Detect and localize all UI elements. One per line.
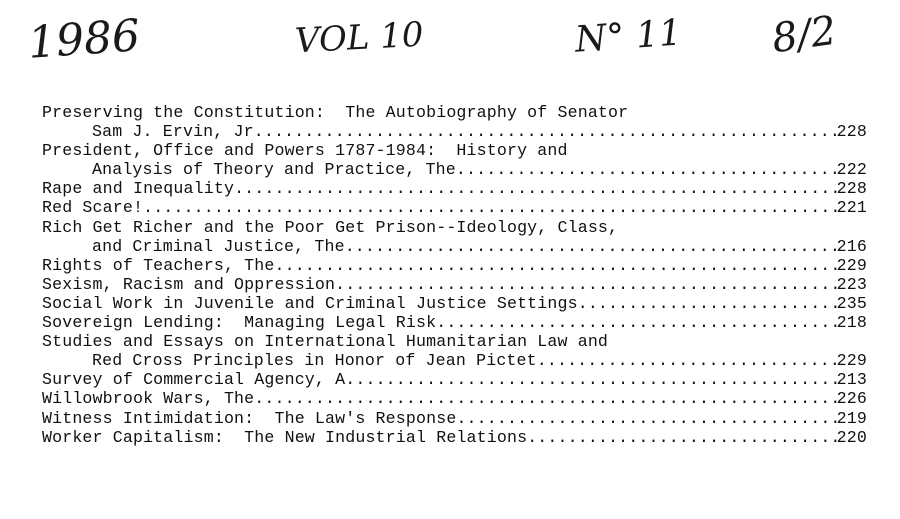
index-entry xyxy=(42,256,867,275)
index-entry-title: Worker Capitalism: The New Industrial Relations xyxy=(42,427,528,447)
index-entry xyxy=(42,218,867,256)
index-entry-title-line xyxy=(42,409,867,428)
index-entry-page-number: 222 xyxy=(836,160,867,180)
index-entry-title: Witness Intimidation: The Law's Response xyxy=(42,408,457,428)
book-index-list xyxy=(42,103,867,447)
index-entry-title-line xyxy=(42,332,867,351)
index-entry-title: Survey of Commercial Agency, A xyxy=(42,370,346,390)
dot-leader xyxy=(274,256,836,275)
index-entry-title: Rape and Inequality xyxy=(42,179,235,199)
index-entry-title: Sovereign Lending: Managing Legal Risk xyxy=(42,313,437,333)
index-entry-title-line xyxy=(42,294,867,313)
index-entry-title: Rich Get Richer and the Poor Get Prison--Ideology, Class, xyxy=(42,217,619,237)
index-entry-title: Social Work in Juvenile and Criminal Justice Settings xyxy=(42,293,578,313)
index-entry-page-number: 221 xyxy=(836,198,867,218)
handwritten-date: 8/2 xyxy=(769,7,840,63)
index-entry-page-number: 218 xyxy=(836,313,867,333)
dot-leader xyxy=(578,294,837,313)
index-entry-page-number: 216 xyxy=(836,236,867,256)
index-entry xyxy=(42,198,867,217)
index-entry xyxy=(42,141,867,179)
index-entry-title-line xyxy=(42,389,867,408)
handwritten-number: N° 11 xyxy=(573,12,684,61)
index-entry-title: President, Office and Powers 1787-1984: History and xyxy=(42,141,568,161)
index-entry-page-number: 226 xyxy=(836,389,867,409)
handwritten-annotation xyxy=(0,0,900,80)
index-entry-page-number: 219 xyxy=(836,408,867,428)
index-entry-page-number: 235 xyxy=(836,293,867,313)
index-entry xyxy=(42,275,867,294)
index-entry-title-line xyxy=(42,370,867,389)
index-entry-title: Analysis of Theory and Practice, The xyxy=(92,160,456,180)
index-entry-page-number: 213 xyxy=(836,370,867,390)
index-entry-continuation-line xyxy=(42,160,867,179)
index-entry-title: Sam J. Ervin, Jr xyxy=(92,122,254,142)
dot-leader xyxy=(143,198,837,217)
index-entry-continuation-line xyxy=(42,351,867,370)
index-entry xyxy=(42,179,867,198)
dot-leader xyxy=(234,179,837,198)
index-entry-title-line xyxy=(42,256,867,275)
index-entry xyxy=(42,409,867,428)
index-entry-continuation-line xyxy=(42,122,867,141)
index-entry-page-number: 229 xyxy=(836,351,867,371)
index-entry-continuation-line xyxy=(42,237,867,256)
dot-leader xyxy=(456,160,837,179)
index-entry-title: Studies and Essays on International Humanitarian Law and xyxy=(42,332,609,352)
dot-leader xyxy=(254,122,837,141)
index-entry-page-number: 228 xyxy=(836,179,867,199)
index-entry-title-line xyxy=(42,313,867,332)
index-entry-title: Willowbrook Wars, The xyxy=(42,389,255,409)
index-entry xyxy=(42,389,867,408)
index-entry xyxy=(42,428,867,447)
index-entry-title-line xyxy=(42,198,867,217)
index-entry-title: and Criminal Justice, The xyxy=(92,236,345,256)
index-entry-page-number: 220 xyxy=(836,427,867,447)
dot-leader xyxy=(345,237,837,256)
index-entry-title: Sexism, Racism and Oppression xyxy=(42,274,336,294)
index-entry xyxy=(42,294,867,313)
index-entry xyxy=(42,313,867,332)
index-entry-title-line xyxy=(42,103,867,122)
index-entry-title: Red Cross Principles in Honor of Jean Pictet xyxy=(92,351,537,371)
dot-leader xyxy=(527,428,836,447)
index-entry-title-line xyxy=(42,275,867,294)
dot-leader xyxy=(335,275,837,294)
index-entry-title: Red Scare! xyxy=(42,198,144,218)
dot-leader xyxy=(436,313,836,332)
handwritten-volume: VOL 10 xyxy=(294,14,425,62)
dot-leader xyxy=(254,389,836,408)
index-entry-title: Preserving the Constitution: The Autobiography of Senator xyxy=(42,103,629,122)
index-entry xyxy=(42,103,867,141)
index-entry-page-number: 228 xyxy=(836,122,867,142)
index-entry-title-line xyxy=(42,179,867,198)
handwritten-year: 1986 xyxy=(26,10,142,69)
index-entry-title: Rights of Teachers, The xyxy=(42,255,275,275)
index-entry-title-line xyxy=(42,218,867,237)
index-entry-page-number: 223 xyxy=(836,274,867,294)
dot-leader xyxy=(537,351,837,370)
index-entry xyxy=(42,332,867,370)
dot-leader xyxy=(345,370,836,389)
index-entry-page-number: 229 xyxy=(836,255,867,275)
index-entry-title-line xyxy=(42,141,867,160)
dot-leader xyxy=(456,409,836,428)
index-entry xyxy=(42,370,867,389)
index-entry-title-line xyxy=(42,428,867,447)
